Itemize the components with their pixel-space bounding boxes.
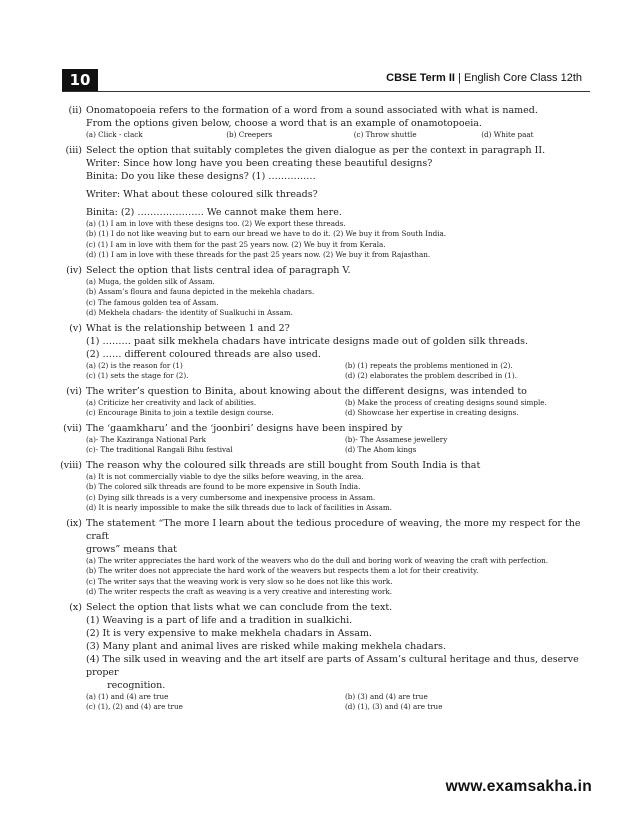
question-text: The ‘gaamkharu’ and the ‘joonbiri’ designs have been inspired by (86, 422, 403, 434)
question-text: Onomatopoeia refers to the formation of a word from a sound associated with what is named. (86, 105, 538, 116)
question-8 (48, 459, 596, 514)
question-3 (48, 144, 596, 261)
question-number: (vi) (66, 385, 82, 397)
option-c: (c) (1) I am in love with them for the past 25 years now. (2) We buy it from Kerala. (86, 239, 386, 249)
option-b: (b) The colored silk threads are found to be more expensive in South India. (86, 482, 361, 491)
question-4 (48, 264, 596, 319)
question-text: grows” means that (86, 543, 177, 555)
option-c: (c) Throw shuttle (353, 130, 417, 139)
options (86, 130, 596, 141)
option-a: (a) Criticize her creativity and lack of abilities. (86, 397, 257, 407)
question-number: (ix) (66, 517, 82, 529)
option-d: (d) The writer respects the craft as weaving is a very creative and interesting work. (86, 587, 393, 596)
running-header (386, 72, 582, 84)
statement-4-continued: recognition. (86, 679, 166, 691)
option-b: (b) Make the process of creating designs sound simple. (345, 397, 547, 407)
page-number: 10 (62, 69, 98, 91)
options (86, 435, 596, 456)
header-separator: | (455, 72, 464, 84)
option-d: (d) (1) I am in love with these threads for the past 25 years now. (2) We buy it from Rajasthan. (86, 250, 431, 259)
option-b: (b) (1) repeats the problems mentioned in (2). (345, 360, 513, 370)
statement-1: (1) ……… paat silk mekhela chadars have intricate designs made out of golden silk threads. (86, 335, 529, 347)
option-b: (b) Creepers (226, 130, 273, 139)
option-a: (a) Click - clack (86, 130, 143, 139)
statement-4: (4) The silk used in weaving and the art itself are parts of Assam’s cultural heritage and thus, deserve proper (86, 653, 579, 678)
statement-2: (2) …… different coloured threads are also used. (86, 348, 321, 360)
question-5 (48, 322, 596, 382)
question-list (48, 104, 596, 716)
header-series: CBSE Term II (386, 72, 455, 84)
option-d: (d) Showcase her expertise in creating designs. (345, 408, 519, 417)
dialogue-line: Writer: What about these coloured silk threads? (86, 188, 318, 200)
dialogue-line: Binita: Do you like these designs? (1) …………… (86, 170, 316, 182)
question-text: Select the option that lists what we can conclude from the text. (86, 601, 393, 613)
statement-3: (3) Many plant and animal lives are risked while making mekhela chadars. (86, 640, 447, 652)
option-b: (b)- The Assamese jewellery (345, 434, 448, 444)
option-a: (a) (1) and (4) are true (86, 691, 169, 701)
dialogue-line: Writer: Since how long have you been creating these beautiful designs? (86, 157, 433, 169)
website-footer: www.examsakha.in (445, 778, 592, 795)
question-number: (viii) (60, 459, 82, 471)
option-c: (c)- The traditional Rangali Bihu festival (86, 445, 233, 454)
question-9 (48, 517, 596, 598)
question-6 (48, 385, 596, 419)
option-c: (c) Dying silk threads is a very cumbersome and inexpensive process in Assam. (86, 492, 376, 502)
question-10 (48, 601, 596, 713)
question-2 (48, 104, 596, 141)
option-d: (d) White paat (481, 130, 534, 139)
question-text: From the options given below, choose a word that is an example of onamotopoeia. (86, 118, 482, 129)
option-c: (c) The famous golden tea of Assam. (86, 297, 219, 307)
option-c: (c) The writer says that the weaving work is very slow so he does not like this work. (86, 576, 393, 586)
options (86, 361, 596, 382)
question-text: The statement “The more I learn about the tedious procedure of weaving, the more my respect for the craft (86, 517, 581, 542)
option-d: (d) (2) elaborates the problem described in (1). (345, 371, 517, 380)
question-number: (iii) (65, 144, 82, 156)
option-d: (d) It is nearly impossible to make the silk threads due to lack of facilities in Assam. (86, 503, 392, 512)
question-number: (vii) (63, 422, 82, 434)
option-c: (c) (1), (2) and (4) are true (86, 702, 183, 711)
option-a: (a) Muga, the golden silk of Assam. (86, 276, 215, 286)
option-d: (d) Mekhela chadars- the identity of Sualkuchi in Assam. (86, 308, 293, 317)
option-b: (b) The writer does not appreciate the hard work of the weavers but respects them a lot for their creativity. (86, 566, 479, 575)
statement-2: (2) It is very expensive to make mekhela chadars in Assam. (86, 627, 372, 639)
option-d: (d) The Ahom kings (345, 445, 417, 454)
options (86, 692, 596, 713)
question-number: (v) (69, 322, 82, 334)
option-a: (a) The writer appreciates the hard work of the weavers who do the dull and boring work of weaving the craft with perfection. (86, 555, 549, 565)
header-subject: English Core Class 12th (463, 72, 582, 84)
option-a: (a) It is not commercially viable to dye the silks before weaving, in the area. (86, 471, 364, 481)
question-number: (iv) (66, 264, 82, 276)
question-text: The reason why the coloured silk threads are still bought from South India is that (86, 459, 481, 471)
option-c: (c) Encourage Binita to join a textile design course. (86, 408, 274, 417)
option-a: (a) (2) is the reason for (1) (86, 360, 183, 370)
option-b: (b) Assam’s floura and fauna depicted in the mekehla chadars. (86, 287, 315, 296)
option-c: (c) (1) sets the stage for (2). (86, 371, 189, 380)
option-b: (b) (3) and (4) are true (345, 691, 428, 701)
question-number: (ii) (68, 105, 82, 116)
question-number: (x) (69, 601, 82, 613)
question-7 (48, 422, 596, 456)
option-d: (d) (1), (3) and (4) are true (345, 702, 443, 711)
option-a: (a)- The Kaziranga National Park (86, 434, 207, 444)
statement-1: (1) Weaving is a part of life and a tradition in sualkichi. (86, 614, 353, 626)
option-b: (b) (1) I do not like weaving but to earn our bread we have to do it. (2) We buy it from South India. (86, 229, 447, 238)
question-text: What is the relationship between 1 and 2? (86, 322, 290, 334)
options (86, 398, 596, 419)
question-text: Select the option that suitably completes the given dialogue as per the context in paragraph II. (86, 144, 546, 156)
dialogue-line: Binita: (2) ………………… We cannot make them here. (86, 206, 342, 218)
question-text: The writer’s question to Binita, about knowing about the different designs, was intended to (86, 385, 527, 397)
header-rule (62, 91, 590, 92)
question-text: Select the option that lists central idea of paragraph V. (86, 264, 351, 276)
option-a: (a) (1) I am in love with these designs too. (2) We export these threads. (86, 218, 346, 228)
